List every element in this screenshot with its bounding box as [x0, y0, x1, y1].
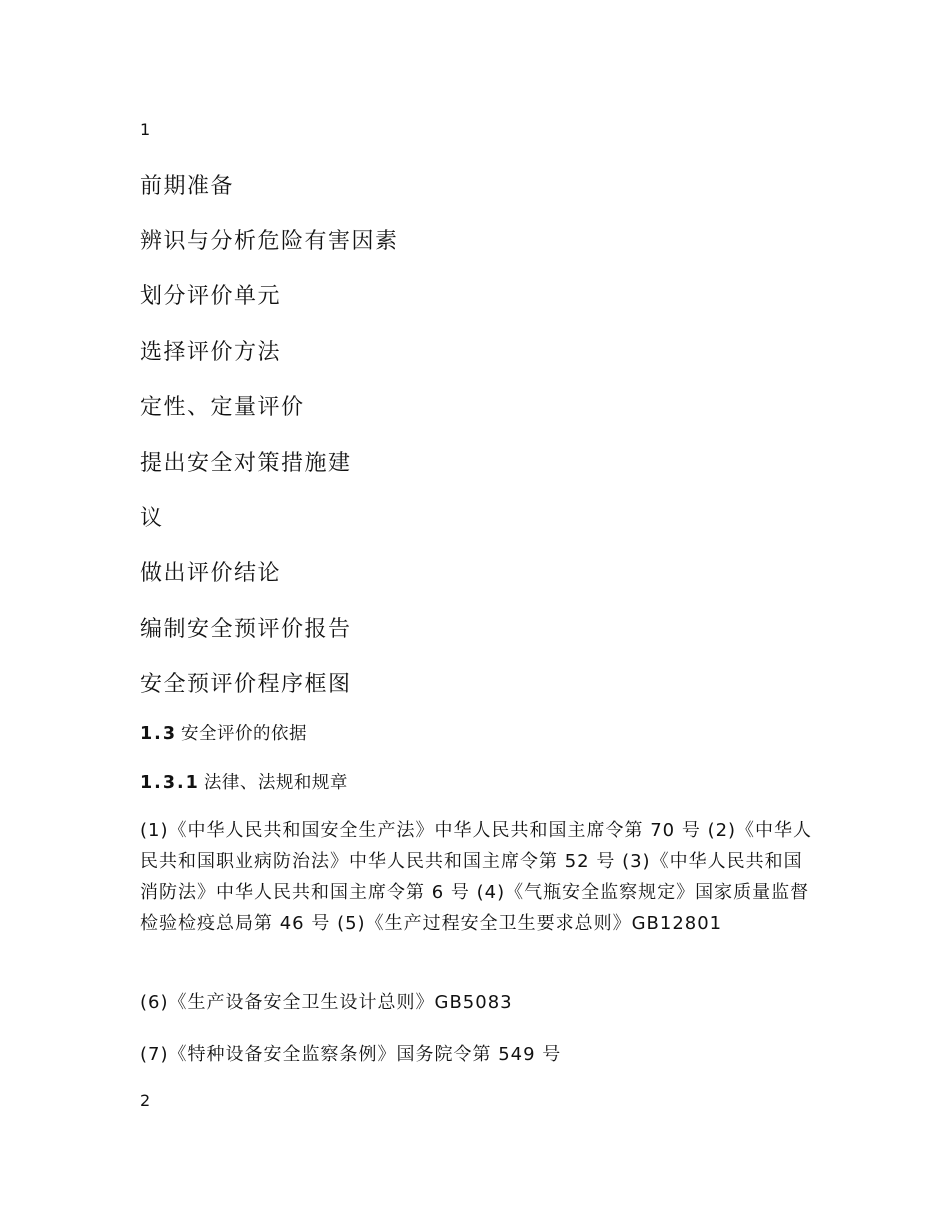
- section-title: 法律、法规和规章: [203, 773, 348, 793]
- law-paragraph: (7)《特种设备安全监察条例》国务院令第 549 号: [140, 1044, 562, 1065]
- section-heading-1-3: [140, 720, 307, 745]
- step-item: 议: [140, 506, 164, 531]
- section-heading-1-3-1: [140, 769, 348, 794]
- step-item: 前期准备: [140, 174, 235, 199]
- step-item: 编制安全预评价报告: [140, 617, 352, 642]
- step-item: 划分评价单元: [140, 284, 282, 309]
- section-title: 安全评价的依据: [181, 724, 308, 744]
- page-number-top: 1: [140, 120, 152, 139]
- diagram-caption: 安全预评价程序框图: [140, 672, 352, 697]
- section-number: 1.3: [140, 724, 178, 744]
- step-item: 选择评价方法: [140, 340, 282, 365]
- step-item: 辨识与分析危险有害因素: [140, 229, 399, 254]
- page-number-bottom: 2: [140, 1091, 152, 1110]
- law-paragraph: (6)《生产设备安全卫生设计总则》GB5083: [140, 992, 513, 1013]
- step-item: 定性、定量评价: [140, 395, 305, 420]
- step-item: 做出评价结论: [140, 561, 282, 586]
- law-paragraph: (1)《中华人民共和国安全生产法》中华人民共和国主席令第 70 号 (2)《中华人民共和国职业病防治法》中华人民共和国主席令第 52 号 (3)《中华人民共和国消防法》中华人民共和国主席令第 6 号 (4)《气瓶安全监察规定》国家质量监督检验检疫总局第 46 号 (5)《生产过程安全卫生要求总则》GB12801: [140, 820, 813, 934]
- section-number: 1.3.1: [140, 773, 200, 793]
- step-item: 提出安全对策措施建: [140, 451, 352, 476]
